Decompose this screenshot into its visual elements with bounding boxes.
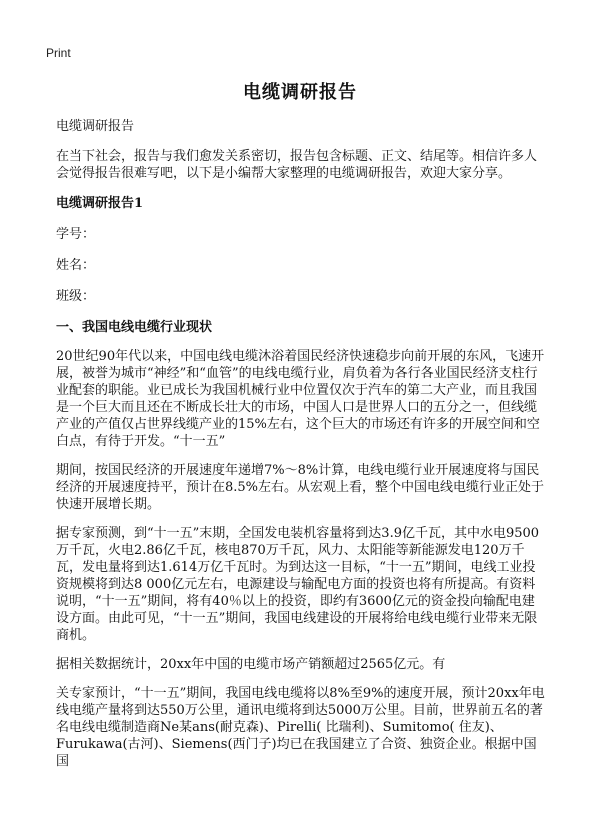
document-subtitle: 电缆调研报告 — [56, 119, 135, 134]
body-paragraph-5: 关专家预计，“十一五”期间，我国电线电缆将以8%至9%的速度开展，预计20xx年电线电缆产量将到达550万公里，通讯电缆将到达5000万公里。目前，世界前五名的著名电线电缆制造商Ne某ans(耐克森)、Pirelli( 比瑞利)、Sumitomo( 住友)、Furukawa(古河)、Siemens(西门子)均已在我国建立了合资、独资企业。根据中国国 — [56, 686, 545, 769]
print-label: Print — [46, 46, 71, 60]
body-paragraph-3: 据专家预测，到“十一五”末期，全国发电装机容量将到达3.9亿千瓦，其中水电9500万千瓦，火电2.86亿千瓦，核电870万千瓦，风力、太阳能等新能源发电120万千瓦，发电量将到达1.614万亿千瓦时。为到达这一目标，“十一五”期间，电线工业投资规模将到达8 000亿元左右，电源建设与输配电方面的投资也将有所提高。有资料说明，“十一五”期间，将有40％以上的投资，即约有3600亿元的资金投向输配电建设方面。由此可见，“十一五”期间，我国电线建设的开展将给电线电缆行业带来无限商机。 — [56, 526, 540, 643]
subsection-heading-industry-status: 一、我国电线电缆行业现状 — [56, 320, 213, 335]
class-field: 班级： — [56, 289, 96, 304]
student-id-field: 学号： — [56, 227, 96, 242]
section-heading-report1: 电缆调研报告1 — [56, 196, 144, 211]
body-paragraph-1: 20世纪90年代以来，中国电线电缆沐浴着国民经济快速稳步向前开展的东风，飞速开展，被誉为城市“神经”和“血管”的电线电缆行业，肩负着为各行各业国民经济支柱行业配套的职能。业已成长为我国机械行业中位置仅次于汽车的第二大产业，而且我国是一个巨大而且还在不断成长壮大的市场，中国人口是世界人口的五分之一，但线缆产业的产值仅占世界线缆产业的15%左右，这个巨大的市场还有许多的开展空间和空白点，有待于开发。“十一五” — [56, 349, 545, 449]
body-paragraph-4: 据相关数据统计，20xx年中国的电缆市场产销额超过2565亿元。有 — [56, 657, 446, 672]
intro-paragraph: 在当下社会，报告与我们愈发关系密切，报告包含标题、正文、结尾等。相信许多人会觉得报告很难写吧，以下是小编帮大家整理的电缆调研报告，欢迎大家分享。 — [56, 149, 538, 181]
document-title: 电缆调研报告 — [243, 82, 357, 103]
body-paragraph-2: 期间，按国民经济的开展速度年递增7%～8%计算，电线电缆行业开展速度将与国民经济的开展速度持平，预计在8.5%左右。从宏观上看，整个中国电线电缆行业正处于快速开展增长期。 — [56, 463, 545, 512]
document-body — [56, 118, 546, 770]
name-field: 姓名： — [56, 258, 96, 273]
